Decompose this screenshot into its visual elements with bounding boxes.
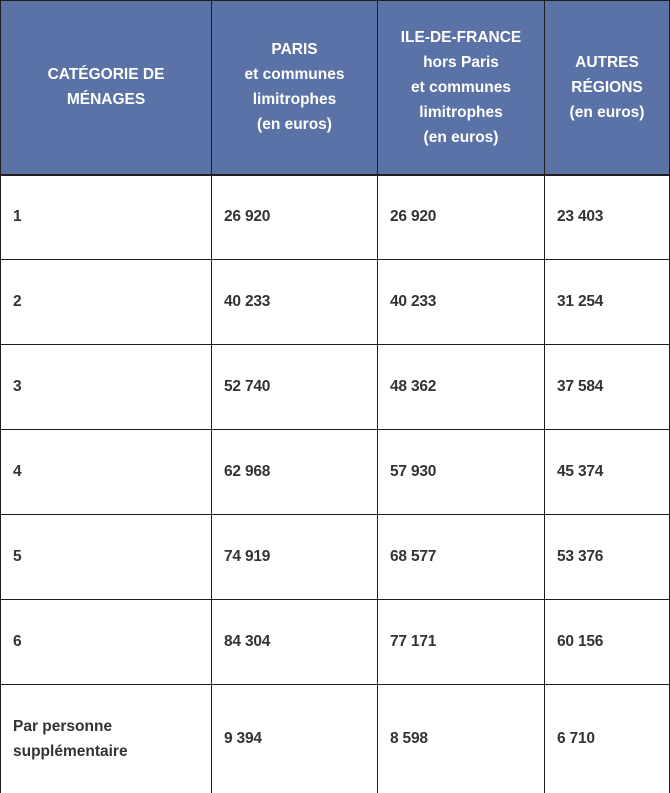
cell-autres-regions: 45 374 [545, 430, 670, 515]
cell-autres-regions: 53 376 [545, 515, 670, 600]
cell-ile-de-france: 26 920 [378, 175, 545, 260]
header-category-de-menages [1, 1, 212, 175]
cell-category: 4 [1, 430, 212, 515]
table-row [1, 600, 670, 685]
cell-ile-de-france: 48 362 [378, 345, 545, 430]
cell-category: 5 [1, 515, 212, 600]
table-row [1, 430, 670, 515]
header-line: (en euros) [257, 116, 332, 134]
cell-paris: 84 304 [212, 600, 378, 685]
cell-ile-de-france: 68 577 [378, 515, 545, 600]
cell-ile-de-france: 8 598 [378, 685, 545, 793]
header-line: AUTRES [575, 53, 639, 71]
header-line: PARIS [271, 41, 318, 59]
table-row [1, 175, 670, 260]
cell-ile-de-france: 57 930 [378, 430, 545, 515]
header-line: et communes [244, 66, 345, 84]
cell-paris: 62 968 [212, 430, 378, 515]
cell-category: 6 [1, 600, 212, 685]
header-line: ILE-DE-FRANCE [400, 28, 522, 46]
cell-autres-regions: 31 254 [545, 260, 670, 345]
table-header [1, 1, 670, 175]
table-row [1, 515, 670, 600]
cell-category: 3 [1, 345, 212, 430]
cell-ile-de-france: 40 233 [378, 260, 545, 345]
table-body [1, 175, 670, 793]
category-line: supplémentaire [13, 742, 128, 760]
header-row [1, 1, 670, 175]
table-row [1, 345, 670, 430]
cell-paris: 9 394 [212, 685, 378, 793]
header-paris [212, 1, 378, 175]
header-line: (en euros) [569, 103, 645, 121]
header-line: hors Paris [423, 53, 499, 71]
header-line: et communes [411, 78, 511, 96]
cell-ile-de-france: 77 171 [378, 600, 545, 685]
cell-autres-regions: 23 403 [545, 175, 670, 260]
cell-autres-regions: 6 710 [545, 685, 670, 793]
table-row [1, 260, 670, 345]
cell-paris: 26 920 [212, 175, 378, 260]
cell-category: 1 [1, 175, 212, 260]
cell-autres-regions: 37 584 [545, 345, 670, 430]
cell-autres-regions: 60 156 [545, 600, 670, 685]
cell-paris: 74 919 [212, 515, 378, 600]
header-line: limitrophes [419, 103, 503, 121]
cell-category: 2 [1, 260, 212, 345]
header-line: CATÉGORIE DE [47, 66, 165, 84]
header-ile-de-france [378, 1, 545, 175]
header-line: RÉGIONS [571, 78, 643, 96]
table-row-per-additional-person [1, 685, 670, 793]
header-autres-regions [545, 1, 670, 175]
header-line: limitrophes [252, 91, 337, 109]
header-line: MÉNAGES [66, 91, 146, 109]
header-line: (en euros) [423, 128, 499, 146]
cell-paris: 40 233 [212, 260, 378, 345]
category-line: Par personne [13, 717, 113, 735]
cell-paris: 52 740 [212, 345, 378, 430]
cell-category [1, 685, 212, 793]
